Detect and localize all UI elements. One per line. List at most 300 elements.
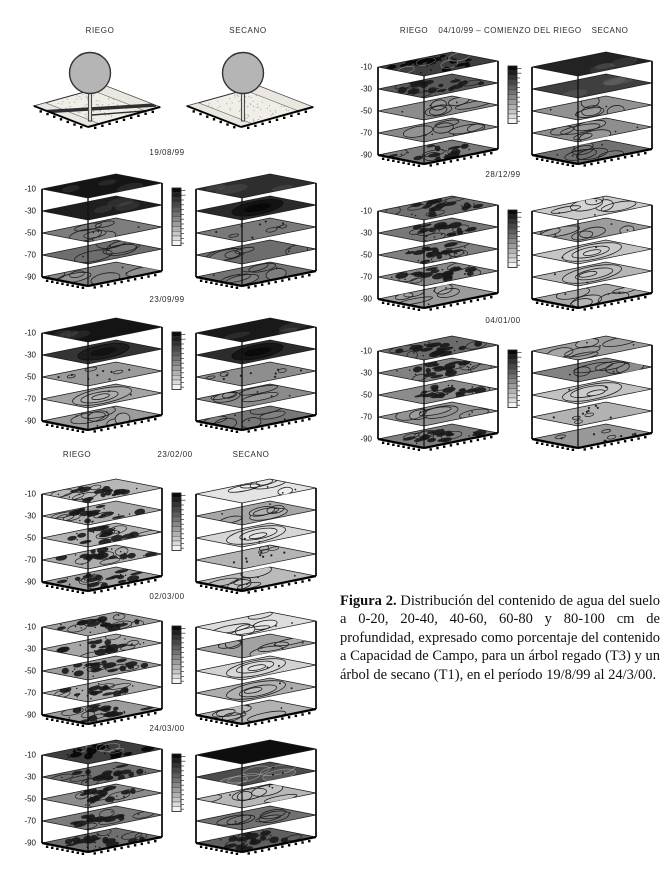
axis-tick (134, 844, 136, 846)
depth-tick-label: -30 (360, 84, 372, 94)
axis-tick (147, 841, 149, 843)
axis-tick (308, 579, 310, 581)
axis-tick (231, 286, 233, 288)
axis-tick (154, 579, 156, 581)
axis-tick (463, 301, 465, 303)
axis-tick (154, 418, 156, 420)
date-label: 23/09/99 (149, 295, 185, 304)
contour-plane (196, 545, 316, 569)
depth-tick-label: -10 (360, 62, 372, 72)
axis-tick (567, 448, 569, 450)
depth-tick-label: -10 (360, 206, 372, 216)
axis-tick (225, 285, 227, 287)
axis-tick (490, 296, 492, 298)
plot-pair-24/03/00 (2, 738, 332, 866)
grayscale-colorbar (508, 350, 522, 408)
secano-stack-plot (532, 194, 652, 311)
axis-tick (261, 850, 263, 852)
secano-stack-plot (196, 174, 316, 289)
axis-tick (397, 305, 399, 307)
axis-tick (407, 307, 409, 309)
axis-tick (274, 847, 276, 849)
axis-tick (590, 447, 592, 449)
axis-tick (77, 286, 79, 288)
axis-tick (100, 429, 102, 431)
axis-tick (637, 153, 639, 155)
axis-tick (301, 275, 303, 277)
axis-tick (644, 436, 646, 438)
plot-pair-23/09/99 (2, 316, 332, 444)
axis-tick (94, 286, 96, 288)
axis-tick (397, 161, 399, 163)
axis-tick (541, 443, 543, 445)
secano-tree-schematic (187, 53, 313, 130)
axis-tick (382, 302, 384, 304)
axis-tick (200, 846, 202, 848)
axis-tick (477, 299, 479, 301)
secano-column-label: SECANO (591, 26, 629, 35)
grayscale-colorbar (172, 188, 186, 246)
depth-tick-label: -30 (24, 772, 36, 782)
riego-tree-schematic (34, 53, 160, 130)
axis-tick (248, 286, 250, 288)
axis-tick (397, 445, 399, 447)
axis-tick (268, 426, 270, 428)
depth-tick-label: -90 (360, 150, 372, 160)
axis-tick (220, 589, 222, 591)
axis-tick (46, 280, 48, 282)
axis-tick (436, 163, 438, 165)
axis-tick (541, 159, 543, 161)
depth-tick-label: -10 (24, 622, 36, 632)
depth-tick-label: -50 (360, 250, 372, 260)
axis-tick (387, 159, 389, 161)
axis-tick (604, 444, 606, 446)
depth-tick-label: -30 (360, 228, 372, 238)
axis-tick (114, 282, 116, 284)
axis-tick (597, 446, 599, 448)
axis-tick (584, 308, 586, 310)
axis-tick (624, 156, 626, 158)
axis-tick (402, 446, 404, 448)
riego-stack-plot (378, 51, 498, 167)
axis-tick (114, 587, 116, 589)
axis-tick (382, 442, 384, 444)
axis-tick (66, 589, 68, 591)
contour-plane (196, 218, 316, 242)
axis-tick (254, 429, 256, 431)
axis-tick (301, 419, 303, 421)
axis-tick (407, 447, 409, 449)
axis-tick (301, 713, 303, 715)
date-label: 02/03/00 (149, 592, 185, 601)
axis-tick (572, 449, 574, 451)
depth-tick-label: -10 (24, 328, 36, 338)
axis-tick (561, 307, 563, 309)
axis-tick (61, 721, 63, 723)
axis-tick (382, 158, 384, 160)
axis-tick (556, 306, 558, 308)
contour-plane (196, 740, 316, 764)
depth-tick-label: -50 (24, 372, 36, 382)
depth-tick-label: -70 (24, 394, 36, 404)
depth-tick-label: -10 (360, 346, 372, 356)
contour-plane (196, 318, 316, 342)
axis-tick (631, 299, 633, 301)
panel-header (338, 26, 662, 37)
axis-tick (631, 155, 633, 157)
axis-tick (61, 849, 63, 851)
axis-tick (295, 715, 297, 717)
axis-tick (268, 282, 270, 284)
axis-tick (536, 442, 538, 444)
axis-tick (584, 164, 586, 166)
axis-tick (268, 720, 270, 722)
axis-tick (200, 718, 202, 720)
secano-column-label: SECANO (232, 450, 270, 459)
plot-pair-23/02/00 (2, 477, 332, 605)
axis-tick (556, 162, 558, 164)
axis-tick (210, 587, 212, 589)
axis-tick (301, 580, 303, 582)
axis-tick (644, 296, 646, 298)
axis-tick (215, 427, 217, 429)
axis-tick (450, 304, 452, 306)
figure-caption (340, 592, 660, 684)
axis-tick (546, 444, 548, 446)
axis-tick (561, 447, 563, 449)
axis-tick (308, 840, 310, 842)
axis-tick (268, 848, 270, 850)
axis-tick (248, 852, 250, 854)
axis-tick (443, 306, 445, 308)
axis-tick (231, 430, 233, 432)
schematic-riego-label: RIEGO (85, 26, 115, 35)
axis-tick (94, 430, 96, 432)
axis-tick (274, 719, 276, 721)
date-label: 19/08/99 (149, 148, 185, 157)
axis-tick (220, 850, 222, 852)
contour-plane (42, 362, 162, 386)
riego-column-label: RIEGO (62, 450, 92, 459)
axis-tick (418, 309, 420, 311)
axis-tick (450, 444, 452, 446)
axis-tick (231, 852, 233, 854)
axis-tick (436, 307, 438, 309)
axis-tick (281, 279, 283, 281)
depth-tick-label: -70 (24, 688, 36, 698)
axis-tick (637, 437, 639, 439)
date-label: 23/02/00 (157, 450, 193, 459)
tree-canopy (223, 53, 264, 94)
axis-tick (477, 439, 479, 441)
axis-tick (392, 444, 394, 446)
axis-tick (61, 283, 63, 285)
axis-tick (51, 586, 53, 588)
contour-plane (196, 806, 316, 830)
panel-header (2, 724, 332, 735)
axis-tick (127, 584, 129, 586)
contour-plane (378, 52, 498, 76)
axis-tick (46, 585, 48, 587)
depth-tick-label: -50 (360, 106, 372, 116)
axis-tick (556, 446, 558, 448)
axis-tick (590, 163, 592, 165)
depth-tick-label: -50 (24, 794, 36, 804)
axis-tick (483, 297, 485, 299)
axis-tick (254, 285, 256, 287)
axis-tick (236, 287, 238, 289)
contour-plane (196, 362, 316, 386)
axis-tick (541, 303, 543, 305)
axis-tick (71, 851, 73, 853)
axis-tick (120, 425, 122, 427)
axis-tick (450, 160, 452, 162)
axis-tick (215, 283, 217, 285)
axis-tick (61, 427, 63, 429)
date-label: 28/12/99 (485, 170, 521, 179)
axis-tick (402, 162, 404, 164)
axis-tick (281, 717, 283, 719)
axis-tick (147, 713, 149, 715)
axis-tick (567, 308, 569, 310)
axis-tick (141, 582, 143, 584)
axis-tick (147, 275, 149, 277)
secano-stack-plot (194, 740, 316, 855)
contour-plane (42, 318, 162, 342)
secano-stack-plot (532, 52, 652, 167)
axis-tick (413, 308, 415, 310)
axis-tick (536, 158, 538, 160)
grayscale-colorbar (172, 626, 186, 684)
axis-tick (46, 424, 48, 426)
axis-tick (56, 720, 58, 722)
axis-tick (147, 419, 149, 421)
axis-tick (418, 449, 420, 451)
axis-tick (392, 304, 394, 306)
axis-tick (295, 277, 297, 279)
axis-tick (617, 157, 619, 159)
plot-pair-02/03/00 (2, 610, 332, 738)
axis-tick (551, 445, 553, 447)
depth-tick-label: -30 (24, 350, 36, 360)
axis-tick (295, 582, 297, 584)
axis-tick (443, 162, 445, 164)
axis-tick (82, 853, 84, 855)
secano-stack-plot (196, 477, 316, 594)
contour-plane (196, 762, 316, 786)
axis-tick (120, 719, 122, 721)
axis-tick (107, 284, 109, 286)
axis-tick (127, 423, 129, 425)
riego-stack-plot (42, 318, 162, 433)
axis-tick (308, 712, 310, 714)
axis-tick (77, 852, 79, 854)
depth-tick-label: -30 (24, 206, 36, 216)
depth-tick-label: -90 (24, 838, 36, 848)
axis-tick (200, 424, 202, 426)
axis-tick (274, 425, 276, 427)
riego-stack-plot (42, 740, 162, 855)
axis-tick (274, 281, 276, 283)
axis-tick (107, 428, 109, 430)
axis-tick (477, 155, 479, 157)
axis-tick (387, 303, 389, 305)
axis-tick (402, 306, 404, 308)
axis-tick (205, 425, 207, 427)
axis-tick (463, 157, 465, 159)
axis-tick (456, 443, 458, 445)
depth-tick-label: -30 (24, 644, 36, 654)
axis-tick (624, 300, 626, 302)
axis-tick (470, 156, 472, 158)
axis-tick (66, 850, 68, 852)
riego-stack-plot (378, 195, 498, 311)
axis-tick (114, 426, 116, 428)
axis-tick (281, 423, 283, 425)
axis-tick (590, 307, 592, 309)
depth-tick-label: -90 (360, 294, 372, 304)
axis-tick (210, 848, 212, 850)
axis-tick (51, 847, 53, 849)
axis-tick (82, 287, 84, 289)
riego-column-label: RIEGO (399, 26, 429, 35)
axis-tick (205, 586, 207, 588)
axis-tick (418, 165, 420, 167)
axis-tick (268, 587, 270, 589)
depth-tick-label: -50 (24, 228, 36, 238)
axis-tick (637, 297, 639, 299)
axis-tick (210, 720, 212, 722)
axis-tick (308, 274, 310, 276)
axis-tick (584, 448, 586, 450)
riego-stack-plot (41, 612, 162, 727)
axis-tick (200, 280, 202, 282)
axis-tick (147, 580, 149, 582)
axis-tick (120, 847, 122, 849)
axis-tick (604, 304, 606, 306)
axis-tick (205, 847, 207, 849)
axis-tick (490, 436, 492, 438)
axis-tick (215, 721, 217, 723)
axis-tick (407, 163, 409, 165)
axis-tick (470, 300, 472, 302)
axis-tick (71, 429, 73, 431)
axis-tick (82, 431, 84, 433)
axis-tick (141, 843, 143, 845)
panel-header (2, 592, 332, 603)
axis-tick (141, 421, 143, 423)
axis-tick (430, 164, 432, 166)
depth-tick-label: -90 (360, 434, 372, 444)
axis-tick (66, 284, 68, 286)
depth-tick-label: -10 (24, 489, 36, 499)
grayscale-colorbar (172, 754, 186, 812)
grayscale-colorbar (508, 210, 522, 268)
axis-tick (301, 841, 303, 843)
irrigation-start-label: 04/10/99 – COMIENZO DEL RIEGO (438, 26, 582, 35)
axis-tick (220, 428, 222, 430)
axis-tick (644, 152, 646, 154)
depth-tick-label: -90 (24, 416, 36, 426)
axis-tick (114, 720, 116, 722)
grayscale-colorbar (508, 66, 522, 124)
axis-tick (261, 589, 263, 591)
axis-tick (134, 583, 136, 585)
axis-tick (470, 440, 472, 442)
riego-stack-plot (42, 174, 163, 289)
axis-tick (100, 851, 102, 853)
axis-tick (120, 281, 122, 283)
axis-tick (274, 586, 276, 588)
riego-stack-plot (378, 336, 498, 451)
axis-tick (225, 851, 227, 853)
axis-tick (134, 422, 136, 424)
axis-tick (536, 302, 538, 304)
depth-tick-label: -50 (24, 666, 36, 676)
axis-tick (236, 431, 238, 433)
axis-tick (597, 306, 599, 308)
axis-tick (430, 448, 432, 450)
secano-stack-plot (196, 610, 316, 727)
axis-tick (436, 447, 438, 449)
axis-tick (107, 850, 109, 852)
depth-tick-label: -70 (360, 272, 372, 282)
axis-tick (610, 303, 612, 305)
axis-tick (261, 428, 263, 430)
axis-tick (205, 719, 207, 721)
axis-tick (430, 308, 432, 310)
grayscale-colorbar (172, 332, 186, 390)
contour-plane (42, 240, 162, 264)
axis-tick (51, 719, 53, 721)
axis-tick (66, 428, 68, 430)
axis-tick (127, 279, 129, 281)
axis-tick (308, 418, 310, 420)
axis-tick (56, 587, 58, 589)
axis-tick (617, 301, 619, 303)
panel-header (2, 295, 332, 306)
axis-tick (141, 715, 143, 717)
depth-tick-label: -50 (24, 533, 36, 543)
axis-tick (51, 281, 53, 283)
contour-plane (378, 118, 498, 142)
figure-caption-text: Distribución del contenido de agua del suelo a 0-20, 20-40, 40-60, 60-80 y 80-100 cm de profundidad, expresado como porcentaje del contenido a Capacidad de Campo, para un árbol regado (T3) y un árbol de secano (T1), en el período 19/8/99 al 24/3/00. (340, 593, 661, 683)
riego-stack-plot (42, 479, 162, 594)
depth-tick-label: -70 (360, 128, 372, 138)
depth-tick-label: -90 (24, 710, 36, 720)
axis-tick (56, 848, 58, 850)
axis-tick (236, 853, 238, 855)
axis-tick (392, 160, 394, 162)
depth-tick-label: -50 (360, 390, 372, 400)
axis-tick (546, 160, 548, 162)
axis-tick (631, 439, 633, 441)
contour-plane (42, 174, 162, 198)
axis-tick (551, 161, 553, 163)
axis-tick (46, 846, 48, 848)
axis-tick (281, 845, 283, 847)
depth-tick-label: -10 (24, 184, 36, 194)
axis-tick (546, 304, 548, 306)
axis-tick (288, 844, 290, 846)
contour-plane (532, 402, 652, 426)
schematic-secano-label: SECANO (229, 26, 267, 35)
axis-tick (46, 718, 48, 720)
axis-tick (295, 843, 297, 845)
depth-tick-label: -70 (24, 555, 36, 565)
axis-tick (77, 430, 79, 432)
